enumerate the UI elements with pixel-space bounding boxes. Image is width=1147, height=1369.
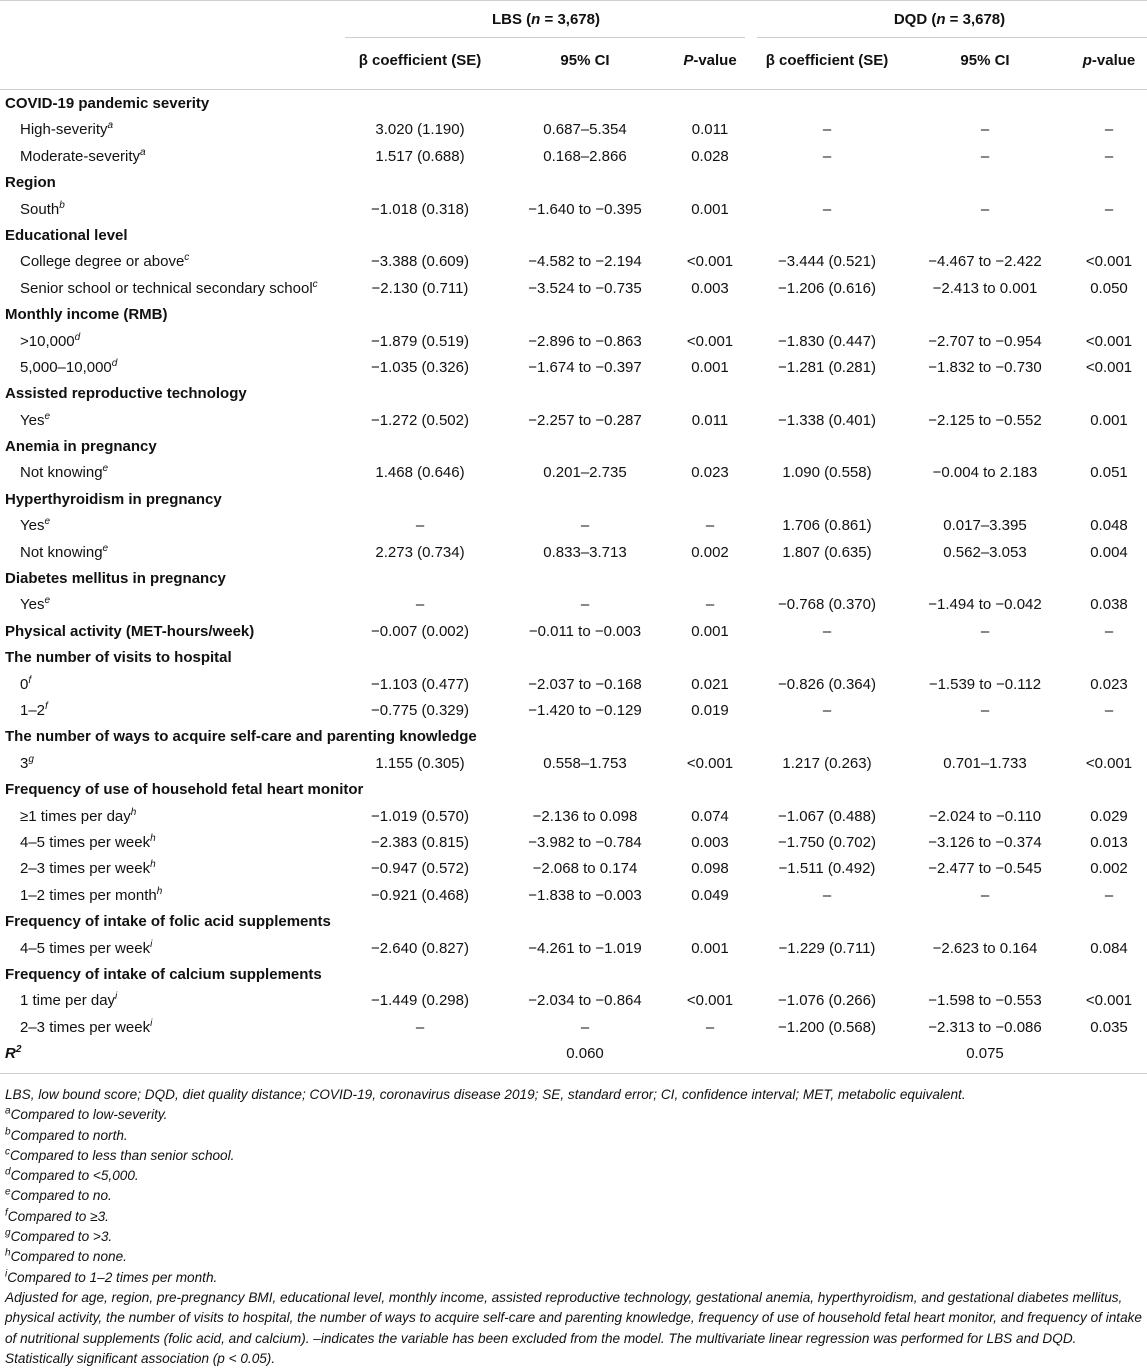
footnote-marker: i xyxy=(150,1017,153,1029)
table-row xyxy=(0,513,1147,539)
table-row xyxy=(0,1015,1147,1041)
cell-dqd-p: – xyxy=(1104,200,1114,218)
table-row xyxy=(0,408,1147,434)
footnote-marker: e xyxy=(44,595,51,607)
cell-dqd-ci: – xyxy=(980,701,990,719)
cell-dqd-p: <0.001 xyxy=(1085,754,1133,772)
cell-dqd-p: <0.001 xyxy=(1085,253,1133,271)
row-label: Yes$^e$ xyxy=(20,595,51,614)
cell-lbs-beta: – xyxy=(415,1018,425,1036)
row-label: Not knowing$^e$ xyxy=(20,542,109,561)
cell-dqd-ci: −2.477 to −0.545 xyxy=(928,860,1042,878)
cell-dqd-r2: 0.075 xyxy=(966,1045,1004,1063)
cell-lbs-p: 0.001 xyxy=(691,939,729,957)
row-label: 0$^f$ xyxy=(20,674,32,693)
cell-lbs-ci: 0.833–3.713 xyxy=(543,543,627,561)
cell-lbs-beta: −2.130 (0.711) xyxy=(371,279,469,297)
footnote-marker: i xyxy=(5,1268,8,1280)
section-row xyxy=(0,91,1147,117)
cell-lbs-beta: −1.018 (0.318) xyxy=(371,200,469,218)
cell-lbs-p: 0.011 xyxy=(691,121,729,139)
cell-dqd-beta: −1.076 (0.266) xyxy=(778,992,876,1010)
row-label: ≥1 times per day$^h$ xyxy=(20,806,137,825)
footnote-marker: c xyxy=(312,278,318,290)
cell-lbs-ci: −3.982 to −0.784 xyxy=(528,833,642,851)
table-row xyxy=(0,355,1147,381)
cell-dqd-beta: −1.229 (0.711) xyxy=(778,939,876,957)
cell-lbs-p: 0.001 xyxy=(691,200,729,218)
row-label: Assisted reproductive technology xyxy=(5,385,247,403)
cell-dqd-ci: 0.701–1.733 xyxy=(943,754,1027,772)
group-header-row xyxy=(0,0,1147,38)
cell-dqd-ci: −1.832 to −0.730 xyxy=(928,358,1042,376)
row-label: Yes$^e$ xyxy=(20,410,51,429)
cell-dqd-beta: −0.826 (0.364) xyxy=(778,675,876,693)
table-row xyxy=(0,856,1147,882)
cell-dqd-beta: −1.281 (0.281) xyxy=(778,358,876,376)
cell-lbs-ci: −2.034 to −0.864 xyxy=(528,992,642,1010)
cell-lbs-p: 0.074 xyxy=(691,807,729,825)
row-label: The number of visits to hospital xyxy=(5,649,232,667)
row-label: Physical activity (MET-hours/week) xyxy=(5,622,255,640)
cell-lbs-beta: 2.273 (0.734) xyxy=(375,543,465,561)
cell-dqd-beta: – xyxy=(822,622,832,640)
cell-lbs-ci: −2.257 to −0.287 xyxy=(528,411,642,429)
cell-lbs-p: 0.003 xyxy=(691,833,729,851)
r-squared-row xyxy=(0,1041,1147,1067)
footnote-marker: e xyxy=(5,1186,11,1198)
footnote-marker: g xyxy=(28,753,34,765)
cell-lbs-ci: −2.037 to −0.168 xyxy=(528,675,642,693)
cell-lbs-ci: −2.068 to 0.174 xyxy=(532,860,638,878)
cell-lbs-ci: 0.687–5.354 xyxy=(543,121,627,139)
cell-dqd-beta: −1.338 (0.401) xyxy=(778,411,876,429)
cell-lbs-r2: 0.060 xyxy=(566,1045,604,1063)
cell-lbs-ci: – xyxy=(580,596,590,614)
cell-dqd-p: – xyxy=(1104,147,1114,165)
cell-lbs-beta: – xyxy=(415,517,425,535)
cell-lbs-p: 0.049 xyxy=(691,886,729,904)
section-row xyxy=(0,223,1147,249)
cell-dqd-beta: −1.200 (0.568) xyxy=(778,1018,876,1036)
footnote-marker: h xyxy=(156,885,163,897)
cell-lbs-p: 0.019 xyxy=(691,701,729,719)
cell-lbs-ci: −1.838 to −0.003 xyxy=(528,886,642,904)
cell-dqd-beta: −1.067 (0.488) xyxy=(778,807,876,825)
footnote-marker: e xyxy=(102,463,109,475)
footnote-marker: f xyxy=(45,700,48,712)
table-row xyxy=(0,672,1147,698)
row-label: Not knowing$^e$ xyxy=(20,463,109,482)
cell-dqd-p: 0.048 xyxy=(1090,517,1128,535)
cell-lbs-beta: −1.103 (0.477) xyxy=(371,675,469,693)
cell-dqd-ci: – xyxy=(980,121,990,139)
table-row xyxy=(0,883,1147,909)
cell-dqd-p: 0.029 xyxy=(1090,807,1128,825)
table-row xyxy=(0,144,1147,170)
cell-lbs-ci: – xyxy=(580,1018,590,1036)
col-lbs-beta: β coefficient (SE) xyxy=(358,52,482,69)
cell-dqd-p: – xyxy=(1104,622,1114,640)
cell-dqd-ci: −3.126 to −0.374 xyxy=(928,833,1042,851)
row-label: College degree or above$^c$ xyxy=(20,252,190,271)
cell-lbs-beta: −0.007 (0.002) xyxy=(371,622,469,640)
cell-dqd-ci: −1.539 to −0.112 xyxy=(928,675,1042,693)
cell-lbs-p: 0.028 xyxy=(691,147,729,165)
footnote-marker: 2 xyxy=(15,1044,22,1056)
cell-lbs-ci: −2.896 to −0.863 xyxy=(528,332,642,350)
row-label: 2–3 times per week$^h$ xyxy=(20,859,156,878)
row-label: Educational level xyxy=(5,226,128,244)
table-row xyxy=(0,460,1147,486)
section-row xyxy=(0,302,1147,328)
row-label: Anemia in pregnancy xyxy=(5,438,157,456)
table-row xyxy=(0,936,1147,962)
cell-lbs-p: – xyxy=(705,596,715,614)
cell-dqd-ci: – xyxy=(980,200,990,218)
table-row xyxy=(0,804,1147,830)
footnote-marker: a xyxy=(107,120,114,132)
cell-dqd-p: <0.001 xyxy=(1085,358,1133,376)
table-row xyxy=(0,249,1147,275)
cell-dqd-beta: 1.706 (0.861) xyxy=(782,517,872,535)
cell-dqd-ci: −2.413 to 0.001 xyxy=(932,279,1038,297)
cell-dqd-p: – xyxy=(1104,886,1114,904)
cell-lbs-p: <0.001 xyxy=(686,253,734,271)
section-row xyxy=(0,645,1147,671)
footnote-marker: f xyxy=(28,674,32,686)
cell-dqd-ci: −2.707 to −0.954 xyxy=(928,332,1042,350)
lbs-group-header: LBS (n = 3,678) xyxy=(492,11,600,28)
cell-lbs-ci: −3.524 to −0.735 xyxy=(528,279,642,297)
table-row xyxy=(0,592,1147,618)
row-label: 3$^g$ xyxy=(20,753,34,772)
cell-lbs-beta: −1.879 (0.519) xyxy=(371,332,469,350)
section-row xyxy=(0,619,1147,645)
row-label: Region xyxy=(5,174,56,192)
footnote: $^d$Compared to <5,000. xyxy=(5,1166,139,1184)
cell-lbs-beta: 1.468 (0.646) xyxy=(375,464,465,482)
cell-dqd-beta: 1.807 (0.635) xyxy=(782,543,872,561)
cell-dqd-p: 0.084 xyxy=(1090,939,1128,957)
row-label: Senior school or technical secondary school$^c$ xyxy=(20,278,318,297)
cell-dqd-beta: – xyxy=(822,886,832,904)
footnote: $^e$Compared to no. xyxy=(5,1186,112,1204)
row-label: 5,000–10,000$^d$ xyxy=(20,357,118,376)
cell-dqd-p: <0.001 xyxy=(1085,992,1133,1010)
cell-dqd-beta: −1.830 (0.447) xyxy=(778,332,876,350)
footnote-marker: d xyxy=(5,1166,11,1178)
cell-dqd-beta: 1.090 (0.558) xyxy=(782,464,872,482)
cell-lbs-ci: 0.558–1.753 xyxy=(543,754,627,772)
cell-lbs-beta: −1.272 (0.502) xyxy=(371,411,469,429)
cell-dqd-beta: −3.444 (0.521) xyxy=(778,253,876,271)
cell-lbs-p: – xyxy=(705,517,715,535)
col-dqd-beta: β coefficient (SE) xyxy=(765,52,889,69)
row-label: Frequency of intake of folic acid supplements xyxy=(5,913,331,931)
cell-dqd-p: 0.004 xyxy=(1090,543,1128,561)
section-row xyxy=(0,909,1147,935)
footnote-marker: g xyxy=(5,1227,11,1239)
table-row xyxy=(0,117,1147,143)
footnote-marker: a xyxy=(140,146,146,158)
cell-lbs-ci: −1.640 to −0.395 xyxy=(528,200,642,218)
row-label: Yes$^e$ xyxy=(20,516,51,535)
cell-lbs-ci: −0.011 to −0.003 xyxy=(528,622,642,640)
footnote: $^a$Compared to low-severity. xyxy=(5,1105,168,1123)
section-row xyxy=(0,170,1147,196)
footnote: Adjusted for age, region, pre-pregnancy BMI, educational level, monthly income, assisted reproductive technology, gestational anemia, hyperthyroidism, and gestational diabetes mellitus, physical activity, the number of visits to hospital, the number of ways to acquire self-care and parenting knowledge, frequency of use of household fetal heart monitor, and frequency of intake of nutritional supplements (folic acid, and calcium). –indicates the variable has been excluded from the model. The multivariate linear regression was performed for LBS and DQD. Statistically significant association (p < 0.05). xyxy=(5,1289,1142,1366)
row-label: >10,000$^d$ xyxy=(20,331,81,350)
row-label: COVID-19 pandemic severity xyxy=(5,95,210,112)
row-label: 4–5 times per week$^h$ xyxy=(20,832,156,851)
cell-dqd-p: 0.002 xyxy=(1090,860,1128,878)
cell-dqd-ci: −4.467 to −2.422 xyxy=(928,253,1042,271)
footnote-marker: e xyxy=(102,542,109,554)
footnote: $^f$Compared to ≥3. xyxy=(5,1207,109,1224)
cell-dqd-beta: – xyxy=(822,147,832,165)
cell-lbs-beta: −0.921 (0.468) xyxy=(371,886,469,904)
row-label: Hyperthyroidism in pregnancy xyxy=(5,490,222,508)
cell-dqd-p: 0.050 xyxy=(1090,279,1128,297)
footnote: LBS, low bound score; DQD, diet quality distance; COVID-19, coronavirus disease 2019; SE, standard error; CI, confidence interval; MET, metabolic equivalent. xyxy=(5,1087,966,1102)
table-row xyxy=(0,329,1147,355)
cell-lbs-p: <0.001 xyxy=(686,332,734,350)
cell-dqd-p: 0.001 xyxy=(1090,411,1128,429)
cell-lbs-ci: – xyxy=(580,517,590,535)
cell-lbs-p: 0.021 xyxy=(691,675,729,693)
section-row xyxy=(0,487,1147,513)
col-dqd-ci: 95% CI xyxy=(960,52,1010,69)
cell-dqd-p: 0.051 xyxy=(1090,464,1128,482)
cell-lbs-ci: 0.168–2.866 xyxy=(543,147,627,165)
footnote-marker: h xyxy=(150,859,156,871)
table-row xyxy=(0,540,1147,566)
cell-lbs-p: 0.003 xyxy=(691,279,729,297)
cell-dqd-p: 0.013 xyxy=(1090,833,1128,851)
footnote-marker: d xyxy=(111,357,118,369)
row-label: South$^b$ xyxy=(20,199,65,218)
cell-lbs-p: 0.001 xyxy=(691,358,729,376)
col-lbs-ci: 95% CI xyxy=(560,52,610,69)
table-row xyxy=(0,197,1147,223)
footnote-marker: f xyxy=(5,1207,8,1219)
cell-lbs-ci: −1.674 to −0.397 xyxy=(528,358,642,376)
section-row xyxy=(0,566,1147,592)
row-label: 1 time per day$^i$ xyxy=(20,991,118,1010)
cell-dqd-ci: −2.125 to −0.552 xyxy=(928,411,1042,429)
footnote-marker: h xyxy=(150,832,156,844)
cell-dqd-p: 0.035 xyxy=(1090,1018,1128,1036)
cell-dqd-p: – xyxy=(1104,701,1114,719)
cell-dqd-ci: – xyxy=(980,147,990,165)
column-header-row xyxy=(0,38,1147,88)
row-label: 2–3 times per week$^i$ xyxy=(20,1017,153,1036)
cell-lbs-p: 0.011 xyxy=(691,411,729,429)
row-label: High-severity$^a$ xyxy=(20,120,114,139)
row-label: 4–5 times per week$^i$ xyxy=(20,938,153,957)
footnote-marker: e xyxy=(44,516,51,528)
cell-lbs-beta: −2.640 (0.827) xyxy=(371,939,469,957)
cell-dqd-beta: – xyxy=(822,200,832,218)
cell-lbs-beta: – xyxy=(415,596,425,614)
col-dqd-pvalue: p-value xyxy=(1082,52,1136,69)
cell-lbs-beta: 1.517 (0.688) xyxy=(375,147,465,165)
bottom-rule xyxy=(0,1073,1147,1074)
cell-dqd-ci: 0.017–3.395 xyxy=(943,517,1027,535)
cell-lbs-beta: 1.155 (0.305) xyxy=(375,754,465,772)
table-row xyxy=(0,751,1147,777)
cell-lbs-p: 0.002 xyxy=(691,543,729,561)
cell-lbs-beta: −3.388 (0.609) xyxy=(371,253,469,271)
footnote-marker: e xyxy=(44,410,51,422)
row-label: Diabetes mellitus in pregnancy xyxy=(5,570,226,588)
header-rule xyxy=(0,89,1147,90)
cell-dqd-ci: −2.623 to 0.164 xyxy=(932,939,1038,957)
dqd-group-header: DQD (n = 3,678) xyxy=(893,11,1006,28)
cell-lbs-ci: −4.261 to −1.019 xyxy=(528,939,642,957)
cell-lbs-p: <0.001 xyxy=(686,992,734,1010)
section-row xyxy=(0,724,1147,750)
cell-lbs-beta: −0.775 (0.329) xyxy=(371,701,469,719)
cell-dqd-beta: – xyxy=(822,121,832,139)
footnote: $^b$Compared to north. xyxy=(5,1126,128,1143)
footnote: $^g$Compared to >3. xyxy=(5,1227,113,1245)
cell-lbs-p: 0.001 xyxy=(691,622,729,640)
cell-lbs-ci: −4.582 to −2.194 xyxy=(528,253,642,271)
cell-lbs-ci: −2.136 to 0.098 xyxy=(532,807,638,825)
section-row xyxy=(0,381,1147,407)
cell-dqd-p: <0.001 xyxy=(1085,332,1133,350)
row-label: $R^2$ xyxy=(5,1044,22,1063)
cell-dqd-ci: −1.598 to −0.553 xyxy=(928,992,1042,1010)
table-row xyxy=(0,698,1147,724)
footnote: $^c$Compared to less than senior school. xyxy=(5,1146,235,1163)
col-lbs-pvalue: P-value xyxy=(683,52,737,69)
cell-lbs-p: 0.023 xyxy=(691,464,729,482)
table-footnotes xyxy=(5,1085,1143,1369)
cell-lbs-p: <0.001 xyxy=(686,754,734,772)
cell-lbs-p: – xyxy=(705,1018,715,1036)
cell-dqd-p: 0.023 xyxy=(1090,675,1128,693)
footnote-marker: b xyxy=(59,199,65,211)
footnote-marker: b xyxy=(5,1126,11,1138)
footnote-marker: h xyxy=(5,1247,11,1259)
cell-dqd-ci: 0.562–3.053 xyxy=(943,543,1027,561)
section-row xyxy=(0,962,1147,988)
cell-dqd-beta: – xyxy=(822,701,832,719)
table-row xyxy=(0,276,1147,302)
footnote-marker: i xyxy=(115,991,118,1003)
cell-dqd-ci: −0.004 to 2.183 xyxy=(932,464,1038,482)
cell-dqd-beta: −1.206 (0.616) xyxy=(778,279,876,297)
footnote-marker: i xyxy=(150,938,153,950)
cell-lbs-beta: −2.383 (0.815) xyxy=(371,833,469,851)
section-row xyxy=(0,434,1147,460)
cell-lbs-ci: 0.201–2.735 xyxy=(543,464,627,482)
cell-dqd-beta: −0.768 (0.370) xyxy=(778,596,876,614)
cell-lbs-beta: −1.019 (0.570) xyxy=(371,807,469,825)
table-row xyxy=(0,988,1147,1014)
cell-dqd-beta: −1.511 (0.492) xyxy=(778,860,876,878)
row-label: 1–2 times per month$^h$ xyxy=(20,885,163,904)
cell-lbs-ci: −1.420 to −0.129 xyxy=(528,701,642,719)
cell-lbs-beta: −1.035 (0.326) xyxy=(371,358,469,376)
cell-dqd-ci: – xyxy=(980,886,990,904)
footnote-marker: h xyxy=(130,806,137,818)
cell-dqd-ci: −2.024 to −0.110 xyxy=(928,807,1042,825)
cell-dqd-p: – xyxy=(1104,121,1114,139)
footnote-marker: c xyxy=(5,1146,10,1158)
cell-lbs-beta: −0.947 (0.572) xyxy=(371,860,469,878)
cell-dqd-p: 0.038 xyxy=(1090,596,1128,614)
section-row xyxy=(0,777,1147,803)
cell-lbs-p: 0.098 xyxy=(691,860,729,878)
footnote-marker: a xyxy=(5,1105,11,1117)
row-label: Monthly income (RMB) xyxy=(5,306,168,324)
cell-dqd-beta: 1.217 (0.263) xyxy=(782,754,872,772)
footnote: $^i$Compared to 1–2 times per month. xyxy=(5,1268,218,1285)
row-label: The number of ways to acquire self-care and parenting knowledge xyxy=(5,728,477,746)
cell-dqd-beta: −1.750 (0.702) xyxy=(778,833,876,851)
cell-lbs-beta: 3.020 (1.190) xyxy=(375,121,465,139)
row-label: Moderate-severity$^a$ xyxy=(20,146,146,165)
table-row xyxy=(0,830,1147,856)
cell-dqd-ci: – xyxy=(980,622,990,640)
cell-dqd-ci: −1.494 to −0.042 xyxy=(928,596,1042,614)
table-body xyxy=(0,91,1147,1067)
footnote-marker: d xyxy=(74,331,81,343)
row-label: 1–2$^f$ xyxy=(20,700,48,719)
cell-dqd-ci: −2.313 to −0.086 xyxy=(928,1018,1042,1036)
row-label: Frequency of use of household fetal heart monitor xyxy=(5,781,364,799)
footnote: $^h$Compared to none. xyxy=(5,1247,127,1265)
row-label: Frequency of intake of calcium supplements xyxy=(5,965,322,983)
footnote-marker: c xyxy=(184,252,190,264)
cell-lbs-beta: −1.449 (0.298) xyxy=(371,992,469,1010)
